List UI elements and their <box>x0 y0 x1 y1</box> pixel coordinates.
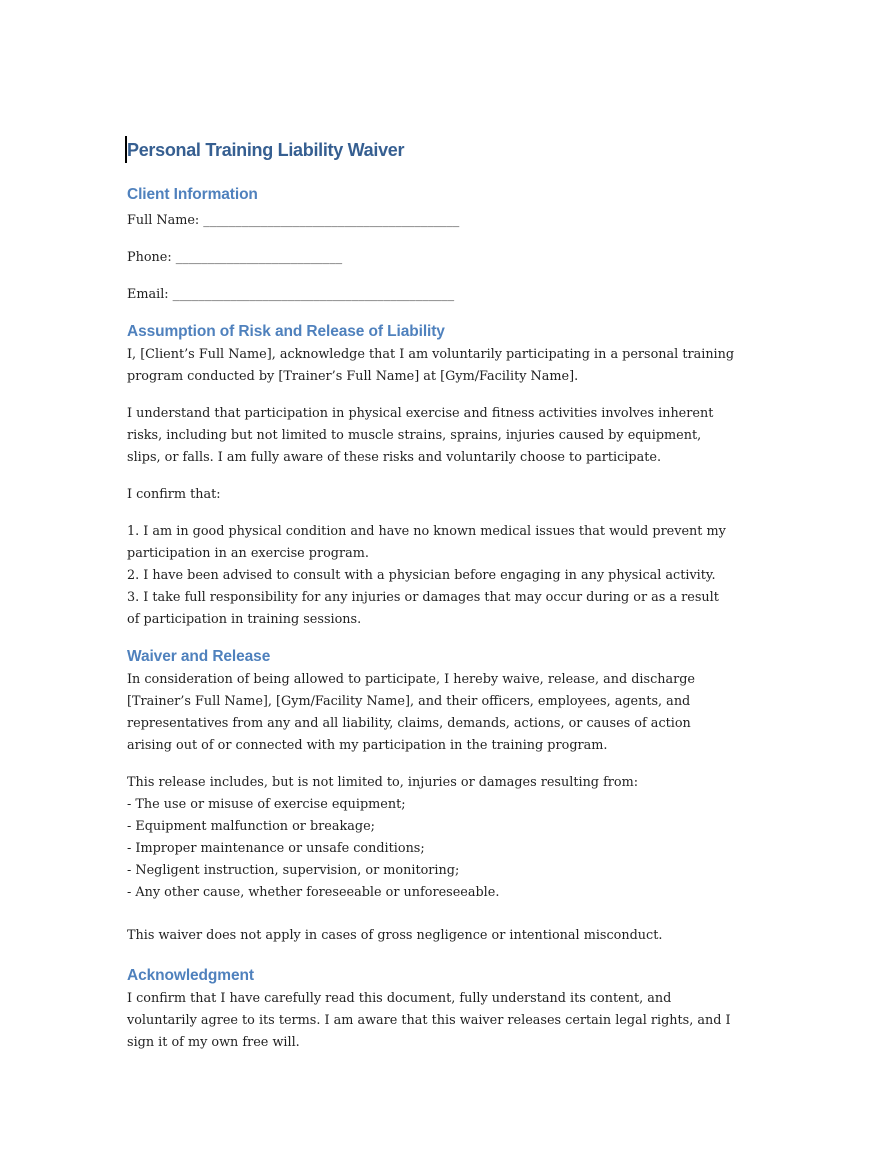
text-line: program conducted by [Trainer’s Full Name] at [Gym/Facility Name]. <box>127 369 579 384</box>
assumption-paragraph-1 <box>127 344 769 388</box>
email-blank[interactable]: ____________________________________________ <box>172 287 455 302</box>
text-line: voluntarily agree to its terms. I am aware that this waiver releases certain legal rights, and I <box>127 1013 731 1028</box>
text-line: [Trainer’s Full Name], [Gym/Facility Name], and their officers, employees, agents, and <box>127 694 691 709</box>
release-includes-list <box>127 772 769 904</box>
text-line: I understand that participation in physical exercise and fitness activities involves inherent <box>127 406 714 421</box>
confirmation-numbered-list <box>127 521 769 631</box>
email-field <box>127 284 769 306</box>
numbered-item-line: of participation in training sessions. <box>127 612 362 627</box>
phone-field <box>127 247 769 269</box>
document-title <box>127 138 769 162</box>
dash-item-line: - Any other cause, whether foreseeable or unforeseeable. <box>127 885 500 900</box>
numbered-item-line: 2. I have been advised to consult with a physician before engaging in any physical activity. <box>127 568 716 583</box>
phone-label: Phone: <box>127 250 176 265</box>
assumption-paragraph-2 <box>127 403 769 469</box>
full-name-field <box>127 210 769 232</box>
full-name-label: Full Name: <box>127 213 204 228</box>
waiver-paragraph-1 <box>127 669 769 757</box>
full-name-blank[interactable]: ________________________________________ <box>203 213 460 228</box>
text-cursor <box>125 136 127 163</box>
email-label: Email: <box>127 287 173 302</box>
numbered-item-line: 3. I take full responsibility for any injuries or damages that may occur during or as a result <box>127 590 719 605</box>
section-heading-acknowledgment: Acknowledgment <box>127 967 254 984</box>
phone-blank[interactable]: __________________________ <box>175 250 343 265</box>
text-line: risks, including but not limited to muscle strains, sprains, injuries caused by equipment, <box>127 428 702 443</box>
numbered-item-line: participation in an exercise program. <box>127 546 369 561</box>
text-line: slips, or falls. I am fully aware of these risks and voluntarily choose to participate. <box>127 450 662 465</box>
dash-item-line: - Negligent instruction, supervision, or monitoring; <box>127 863 460 878</box>
dash-item-line: - Equipment malfunction or breakage; <box>127 819 375 834</box>
numbered-item-line: 1. I am in good physical condition and have no known medical issues that would prevent my <box>127 524 726 539</box>
text-line: In consideration of being allowed to participate, I hereby waive, release, and discharge <box>127 672 695 687</box>
section-heading-assumption-of-risk: Assumption of Risk and Release of Liability <box>127 323 445 340</box>
document-title-text: Personal Training Liability Waiver <box>127 140 405 160</box>
dash-item-line: - The use or misuse of exercise equipment; <box>127 797 406 812</box>
dash-item-line: - Improper maintenance or unsafe conditions; <box>127 841 425 856</box>
text-line: I, [Client’s Full Name], acknowledge that I am voluntarily participating in a personal training <box>127 347 735 362</box>
waiver-exception-note: This waiver does not apply in cases of gross negligence or intentional misconduct. <box>127 928 663 943</box>
confirm-intro: I confirm that: <box>127 487 221 502</box>
section-heading-waiver-and-release: Waiver and Release <box>127 648 271 665</box>
section-heading-client-information: Client Information <box>127 186 258 203</box>
text-line: I confirm that I have carefully read this document, fully understand its content, and <box>127 991 672 1006</box>
text-line: sign it of my own free will. <box>127 1035 300 1050</box>
text-line: representatives from any and all liability, claims, demands, actions, or causes of action <box>127 716 691 731</box>
text-line: This release includes, but is not limited to, injuries or damages resulting from: <box>127 775 639 790</box>
acknowledgment-paragraph <box>127 988 769 1054</box>
text-line: arising out of or connected with my participation in the training program. <box>127 738 608 753</box>
